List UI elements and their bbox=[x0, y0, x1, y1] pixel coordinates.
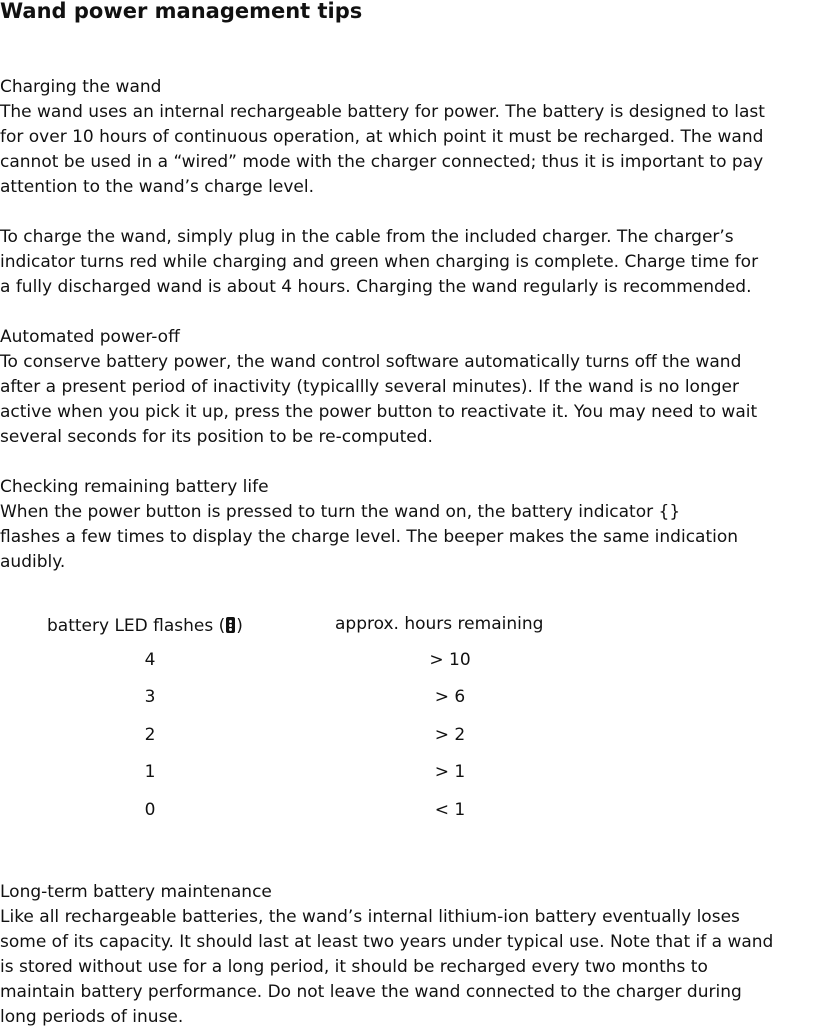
table-header-flashes-suffix: ) bbox=[236, 616, 243, 636]
battery-life-section bbox=[0, 475, 822, 575]
page-title: Wand power management tips bbox=[0, 0, 363, 23]
maintenance-paragraph: Like all rechargeable batteries, the wand’s internal lithium-ion battery eventually loses some of its capacity. It should last at least two years under typical use. Note that if a wand is stored without use for a long period, it should be recharged every two months to maintain battery performance. Do not leave the wand connected to the charger during long periods of inuse. bbox=[0, 907, 774, 1027]
table-cell-flashes: 1 bbox=[144, 762, 156, 782]
table-cell-flashes: 4 bbox=[144, 650, 156, 670]
maintenance-heading: Long-term battery maintenance bbox=[0, 882, 272, 902]
table-cell-hours: > 1 bbox=[434, 762, 466, 782]
charging-heading: Charging the wand bbox=[0, 77, 162, 97]
table-header-flashes bbox=[47, 614, 243, 639]
table-cell-flashes: 2 bbox=[144, 725, 156, 745]
table-header-flashes-prefix: battery LED flashes ( bbox=[47, 616, 226, 636]
charging-section bbox=[0, 75, 822, 300]
battery-led-icon bbox=[226, 617, 235, 633]
table-header-hours: approx. hours remaining bbox=[335, 614, 544, 634]
charging-paragraph-2: To charge the wand, simply plug in the cable from the included charger. The charger’s indicator turns red while charging and green when charging is complete. Charge time for a fully discharged wand is about 4 hours. Charging the wand regularly is recommended. bbox=[0, 227, 759, 297]
power-off-paragraph: To conserve battery power, the wand control software automatically turns off the wand after a present period of inactivity (typicallly several minutes). If the wand is no longer active when you pick it up, press the power button to reactivate it. You may need to wait several seconds for its position to be re-computed. bbox=[0, 352, 758, 447]
table-cell-flashes: 3 bbox=[144, 687, 156, 707]
table-cell-hours: > 2 bbox=[434, 725, 466, 745]
table-cell-flashes: 0 bbox=[144, 800, 156, 820]
table-cell-hours: < 1 bbox=[434, 800, 466, 820]
battery-life-heading: Checking remaining battery life bbox=[0, 477, 269, 497]
table-cell-hours: > 6 bbox=[434, 687, 466, 707]
power-off-section bbox=[0, 325, 822, 450]
battery-flash-table bbox=[0, 610, 822, 830]
maintenance-section bbox=[0, 880, 822, 1030]
power-off-heading: Automated power-off bbox=[0, 327, 180, 347]
battery-life-paragraph: When the power button is pressed to turn the wand on, the battery indicator {} flashes a few times to display the charge level. The beeper makes the same indication audibly. bbox=[0, 502, 739, 572]
charging-paragraph-1: The wand uses an internal rechargeable battery for power. The battery is designed to last for over 10 hours of continuous operation, at which point it must be recharged. The wand cannot be used in a “wired” mode with the charger connected; thus it is important to pay attention to the wand’s charge level. bbox=[0, 102, 765, 197]
table-cell-hours: > 10 bbox=[429, 650, 471, 670]
